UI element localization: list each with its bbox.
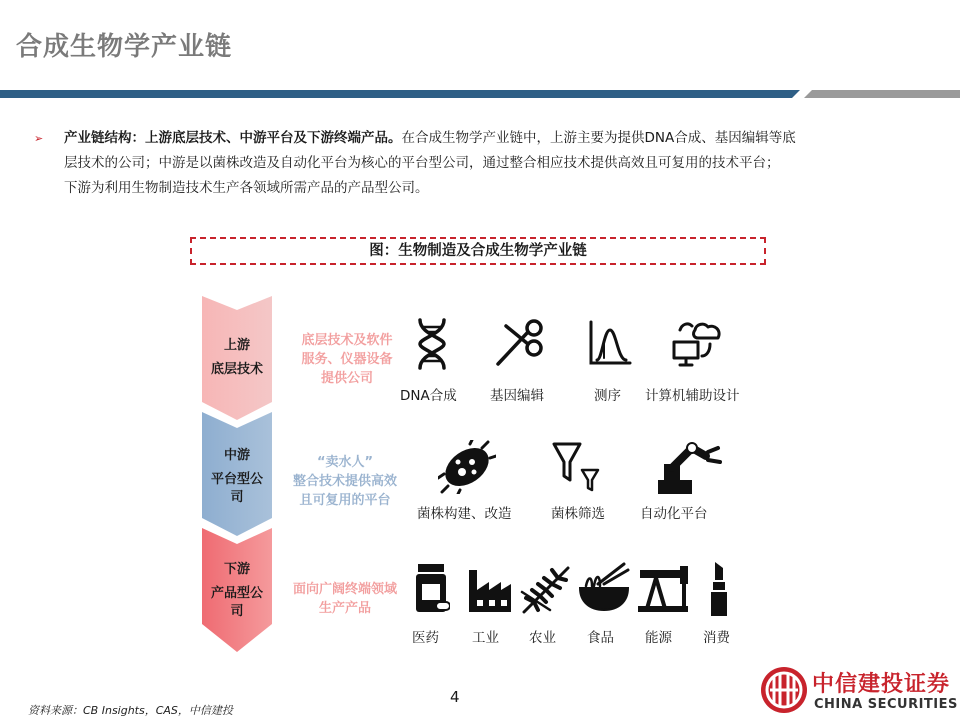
downstream-label-2: 产品型公 xyxy=(210,586,263,601)
item-consumer: 消费 xyxy=(703,630,730,646)
midstream-label-3: 司 xyxy=(230,490,244,505)
header-band-blue xyxy=(0,90,800,98)
item-strain-screening: 菌株筛选 xyxy=(551,506,605,522)
midstream-label-1: 中游 xyxy=(223,448,250,463)
scissors-icon xyxy=(494,318,546,370)
item-agriculture: 农业 xyxy=(529,630,556,646)
source-note: 资料来源：CB Insights，CAS，中信建投 xyxy=(28,704,233,717)
cloud-computer-icon xyxy=(670,318,726,368)
item-computer-aided-design: 计算机辅助设计 xyxy=(645,388,740,404)
logo-english-name: CHINA SECURITIES xyxy=(814,697,958,712)
downstream-label-1: 下游 xyxy=(223,562,250,577)
item-medicine: 医药 xyxy=(412,630,439,646)
downstream-label-3: 司 xyxy=(230,604,244,619)
factory-icon xyxy=(467,566,513,612)
oil-pump-icon xyxy=(636,566,690,612)
downstream-description: 面向广阔终端领域 生产产品 xyxy=(292,582,397,616)
arrow-bullet-icon: ➢ xyxy=(34,132,44,145)
chevron-downstream xyxy=(202,528,272,652)
item-strain-construction: 菌株构建、改造 xyxy=(417,506,512,522)
midstream-description: “卖水人” 整合技术提供高效 且可复用的平台 xyxy=(292,455,397,508)
bullet-line-1: 在合成生物学产业链中，上游主要为提供DNA合成、基因编辑等底 xyxy=(401,130,796,146)
midstream-label-2: 平台型公 xyxy=(210,472,263,487)
robotic-arm-icon xyxy=(654,440,726,496)
bullet-line-2: 层技术的公司；中游是以菌株改造及自动化平台为核心的平台型公司，通过整合相应技术提供高效且可复用的技术平台； xyxy=(64,155,780,171)
medicine-bottle-icon xyxy=(414,564,450,614)
sequencing-chart-icon xyxy=(588,320,632,366)
item-sequencing: 测序 xyxy=(594,388,621,404)
figure-caption: 图：生物制造及合成生物学产业链 xyxy=(190,237,766,265)
bullet-heading: 产业链结构：上游底层技术、中游平台及下游终端产品。 xyxy=(64,130,402,146)
item-food: 食品 xyxy=(587,630,614,646)
upstream-label-1: 上游 xyxy=(223,338,250,353)
page-title: 合成生物学产业链 xyxy=(16,32,233,62)
chevron-upstream xyxy=(202,296,272,420)
item-industry: 工业 xyxy=(472,630,499,646)
page-number: 4 xyxy=(450,688,460,706)
china-securities-logo-mark xyxy=(760,666,808,718)
upstream-label-2: 底层技术 xyxy=(210,362,263,377)
logo-chinese-name: 中信建投证券 xyxy=(812,672,951,697)
chevron-midstream xyxy=(202,412,272,536)
bullet-line-3: 下游为利用生物制造技术生产各领域所需产品的产品型公司。 xyxy=(64,180,429,196)
noodle-bowl-icon xyxy=(578,562,630,614)
item-energy: 能源 xyxy=(645,630,672,646)
wheat-icon xyxy=(520,562,574,614)
item-automation-platform: 自动化平台 xyxy=(640,506,708,522)
dna-icon xyxy=(412,318,452,370)
funnel-filter-icon xyxy=(552,440,600,494)
bacteria-icon xyxy=(438,440,496,494)
upstream-description: 底层技术及软件 服务、仪器设备 提供公司 xyxy=(301,333,393,386)
item-gene-editing: 基因编辑 xyxy=(490,388,544,404)
item-dna-synthesis: DNA合成 xyxy=(400,388,457,404)
lipstick-icon xyxy=(708,560,730,616)
header-band-gray xyxy=(804,90,960,98)
